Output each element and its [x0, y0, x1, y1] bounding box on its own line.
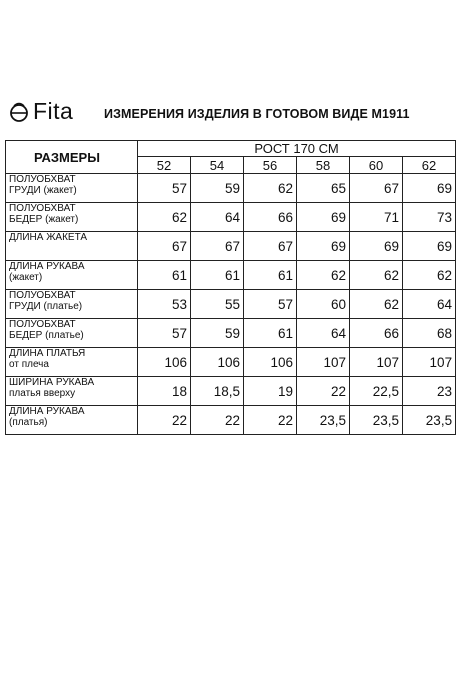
measurement-value: 68: [403, 319, 456, 348]
size-header-52: 52: [138, 157, 191, 174]
measurement-value: 22: [297, 377, 350, 406]
row-label-line: ПОЛУОБХВАТ: [9, 174, 76, 185]
row-label: [6, 174, 138, 203]
measurement-value: 53: [138, 290, 191, 319]
measurement-value: 23,5: [297, 406, 350, 435]
measurement-value: 61: [244, 319, 297, 348]
table-row: [6, 232, 456, 261]
measurement-value: 23,5: [350, 406, 403, 435]
row-label-line: ПОЛУОБХВАТ: [9, 290, 76, 301]
table-row: [6, 377, 456, 406]
row-label-line: ГРУДИ (платье): [9, 301, 83, 312]
table-row: [6, 348, 456, 377]
table-header-row: [6, 141, 456, 157]
measurement-value: 107: [297, 348, 350, 377]
measurement-value: 19: [244, 377, 297, 406]
row-label-line: ДЛИНА ПЛАТЬЯ: [9, 348, 86, 359]
measurement-value: 23,5: [403, 406, 456, 435]
measurement-value: 107: [403, 348, 456, 377]
row-label-line: БЕДЕР (платье): [9, 330, 84, 341]
measurement-value: 62: [350, 261, 403, 290]
row-label: [6, 203, 138, 232]
measurement-value: 61: [191, 261, 244, 290]
measurement-value: 69: [403, 174, 456, 203]
measurement-value: 67: [138, 232, 191, 261]
measurement-value: 69: [403, 232, 456, 261]
measurement-value: 61: [138, 261, 191, 290]
row-label-line: ПОЛУОБХВАТ: [9, 203, 76, 214]
measurement-value: 107: [350, 348, 403, 377]
size-table: [5, 140, 456, 435]
measurement-value: 18,5: [191, 377, 244, 406]
row-label: [6, 232, 138, 261]
measurement-value: 61: [244, 261, 297, 290]
measurement-value: 106: [138, 348, 191, 377]
row-label-line: от плеча: [9, 359, 49, 370]
measurement-value: 55: [191, 290, 244, 319]
measurement-value: 106: [191, 348, 244, 377]
table-row: [6, 406, 456, 435]
measurement-value: 57: [244, 290, 297, 319]
measurement-value: 106: [244, 348, 297, 377]
measurement-value: 69: [297, 232, 350, 261]
page-title: ИЗМЕРЕНИЯ ИЗДЕЛИЯ В ГОТОВОМ ВИДЕ M1911: [104, 107, 410, 121]
measurement-value: 62: [350, 290, 403, 319]
measurement-value: 71: [350, 203, 403, 232]
row-label: [6, 319, 138, 348]
measurement-value: 64: [191, 203, 244, 232]
measurement-value: 60: [297, 290, 350, 319]
row-label: [6, 406, 138, 435]
table-row: [6, 290, 456, 319]
brand-name: Fita: [33, 98, 74, 124]
size-header-54: 54: [191, 157, 244, 174]
row-label-line: (платья): [9, 417, 48, 428]
measurement-value: 73: [403, 203, 456, 232]
measurement-value: 67: [244, 232, 297, 261]
row-label-line: ДЛИНА РУКАВА: [9, 406, 85, 417]
measurement-value: 66: [350, 319, 403, 348]
row-label: [6, 290, 138, 319]
row-label: [6, 261, 138, 290]
measurement-value: 18: [138, 377, 191, 406]
measurement-value: 64: [297, 319, 350, 348]
measurement-value: 65: [297, 174, 350, 203]
measurement-value: 69: [297, 203, 350, 232]
size-header-60: 60: [350, 157, 403, 174]
row-label: [6, 377, 138, 406]
measurement-value: 22: [244, 406, 297, 435]
fita-logo-icon: [8, 101, 30, 123]
size-header-56: 56: [244, 157, 297, 174]
measurement-value: 62: [403, 261, 456, 290]
measurement-value: 67: [350, 174, 403, 203]
measurement-value: 59: [191, 319, 244, 348]
table-row: [6, 203, 456, 232]
measurement-value: 23: [403, 377, 456, 406]
measurement-value: 64: [403, 290, 456, 319]
measurement-value: 22: [191, 406, 244, 435]
row-label-line: ГРУДИ (жакет): [9, 185, 77, 196]
measurement-value: 69: [350, 232, 403, 261]
row-label-line: ШИРИНА РУКАВА: [9, 377, 95, 388]
measurement-value: 22,5: [350, 377, 403, 406]
measurement-value: 62: [138, 203, 191, 232]
measurement-value: 67: [191, 232, 244, 261]
measurement-value: 59: [191, 174, 244, 203]
measurement-value: 66: [244, 203, 297, 232]
row-label-line: платья вверху: [9, 388, 76, 399]
measurement-value: 62: [244, 174, 297, 203]
measurement-value: 57: [138, 174, 191, 203]
document-header: [4, 92, 456, 132]
row-label: [6, 348, 138, 377]
row-label-line: БЕДЕР (жакет): [9, 214, 79, 225]
row-label-line: ДЛИНА РУКАВА: [9, 261, 85, 272]
row-label-line: ДЛИНА ЖАКЕТА: [9, 232, 88, 243]
height-header: РОСТ 170 СМ: [138, 141, 456, 157]
table-row: [6, 261, 456, 290]
measurement-value: 57: [138, 319, 191, 348]
table-row: [6, 174, 456, 203]
size-header-58: 58: [297, 157, 350, 174]
row-label-line: ПОЛУОБХВАТ: [9, 319, 76, 330]
table-row: [6, 319, 456, 348]
brand-logo: [8, 100, 73, 123]
size-table-body: [6, 174, 456, 435]
measurement-value: 62: [297, 261, 350, 290]
row-label-line: (жакет): [9, 272, 43, 283]
size-header-62: 62: [403, 157, 456, 174]
measurement-value: 22: [138, 406, 191, 435]
sizes-column-header: РАЗМЕРЫ: [6, 141, 138, 174]
